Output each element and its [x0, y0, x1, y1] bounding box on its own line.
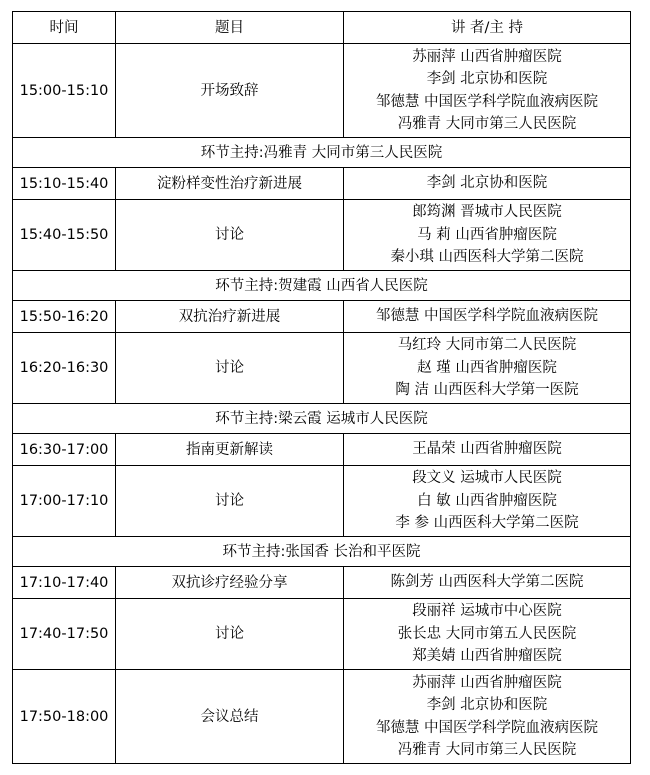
header-topic: 题目: [116, 12, 344, 44]
session-topic: 讨论: [116, 599, 344, 670]
section-host-row: [13, 404, 631, 434]
speaker-entry: 邹德慧 中国医学科学院血液病医院: [375, 719, 599, 736]
session-row: [13, 434, 631, 466]
section-host-text: 环节主持:贺建霞 山西省人民医院: [13, 271, 631, 301]
speaker-entry: 秦小琪 山西医科大学第二医院: [390, 249, 584, 266]
header-speaker: 讲 者/主 持: [344, 12, 631, 44]
speaker-entry: 赵 瑾 山西省肿瘤医院: [417, 359, 557, 376]
session-speakers: [344, 333, 631, 404]
session-row: [13, 301, 631, 333]
session-row: [13, 466, 631, 537]
speaker-entry: 白 敏 山西省肿瘤医院: [417, 492, 557, 509]
session-speakers: [344, 44, 631, 138]
speaker-entry: 冯雅青 大同市第三人民医院: [397, 742, 577, 758]
session-time: 17:40-17:50: [13, 599, 116, 670]
session-topic: 会议总结: [116, 670, 344, 764]
speaker-entry: 郎筠渊 晋城市人民医院: [412, 204, 562, 221]
section-host-text: 环节主持:梁云霞 运城市人民医院: [13, 404, 631, 434]
session-speakers: [344, 670, 631, 764]
speaker-entry: 王晶荣 山西省肿瘤医院: [412, 441, 562, 458]
session-time: 16:20-16:30: [13, 333, 116, 404]
session-topic: 淀粉样变性治疗新进展: [116, 168, 344, 200]
header-row: [13, 12, 631, 44]
speaker-entry: 苏丽萍 山西省肿瘤医院: [412, 48, 562, 65]
session-row: [13, 200, 631, 271]
session-time: 15:00-15:10: [13, 44, 116, 138]
session-speakers: [344, 301, 631, 333]
section-host-row: [13, 138, 631, 168]
session-speakers: [344, 168, 631, 200]
session-speakers: [344, 434, 631, 466]
session-row: [13, 44, 631, 138]
session-row: [13, 567, 631, 599]
section-host-text: 环节主持:冯雅青 大同市第三人民医院: [13, 138, 631, 168]
session-row: [13, 333, 631, 404]
session-time: 16:30-17:00: [13, 434, 116, 466]
session-topic: 讨论: [116, 333, 344, 404]
speaker-entry: 陈剑芳 山西医科大学第二医院: [390, 574, 584, 591]
speaker-entry: 李 参 山西医科大学第二医院: [395, 515, 579, 532]
session-row: [13, 670, 631, 764]
session-time: 17:10-17:40: [13, 567, 116, 599]
session-topic: 指南更新解读: [116, 434, 344, 466]
session-speakers: [344, 599, 631, 670]
session-topic: 讨论: [116, 200, 344, 271]
session-time: 15:50-16:20: [13, 301, 116, 333]
session-speakers: [344, 466, 631, 537]
section-host-row: [13, 537, 631, 567]
speaker-entry: 马红玲 大同市第二人民医院: [397, 337, 577, 354]
speaker-entry: 苏丽萍 山西省肿瘤医院: [412, 674, 562, 691]
agenda-body: [13, 44, 631, 764]
agenda-table: [12, 11, 631, 764]
section-host-row: [13, 271, 631, 301]
speaker-entry: 郑美婧 山西省肿瘤医院: [412, 648, 562, 665]
speaker-entry: 冯雅青 大同市第三人民医院: [397, 116, 577, 132]
speaker-entry: 陶 洁 山西医科大学第一医院: [395, 382, 579, 399]
session-speakers: [344, 200, 631, 271]
speaker-entry: 李剑 北京协和医院: [426, 697, 548, 713]
header-time: 时间: [13, 12, 116, 44]
session-row: [13, 168, 631, 200]
speaker-entry: 李剑 北京协和医院: [426, 175, 548, 192]
session-topic: 开场致辞: [116, 44, 344, 138]
session-time: 15:10-15:40: [13, 168, 116, 200]
speaker-entry: 段文义 运城市人民医院: [412, 470, 562, 487]
session-time: 15:40-15:50: [13, 200, 116, 271]
speaker-entry: 邹德慧 中国医学科学院血液病医院: [375, 308, 599, 325]
session-row: [13, 599, 631, 670]
speaker-entry: 段丽祥 运城市中心医院: [412, 603, 562, 620]
speaker-entry: 李剑 北京协和医院: [426, 71, 548, 87]
speaker-entry: 张长忠 大同市第五人民医院: [397, 625, 577, 642]
section-host-text: 环节主持:张国香 长治和平医院: [13, 537, 631, 567]
session-time: 17:50-18:00: [13, 670, 116, 764]
session-topic: 双抗诊疗经验分享: [116, 567, 344, 599]
session-speakers: [344, 567, 631, 599]
speaker-entry: 邹德慧 中国医学科学院血液病医院: [375, 93, 599, 110]
speaker-entry: 马 莉 山西省肿瘤医院: [417, 226, 557, 243]
session-time: 17:00-17:10: [13, 466, 116, 537]
session-topic: 双抗治疗新进展: [116, 301, 344, 333]
session-topic: 讨论: [116, 466, 344, 537]
